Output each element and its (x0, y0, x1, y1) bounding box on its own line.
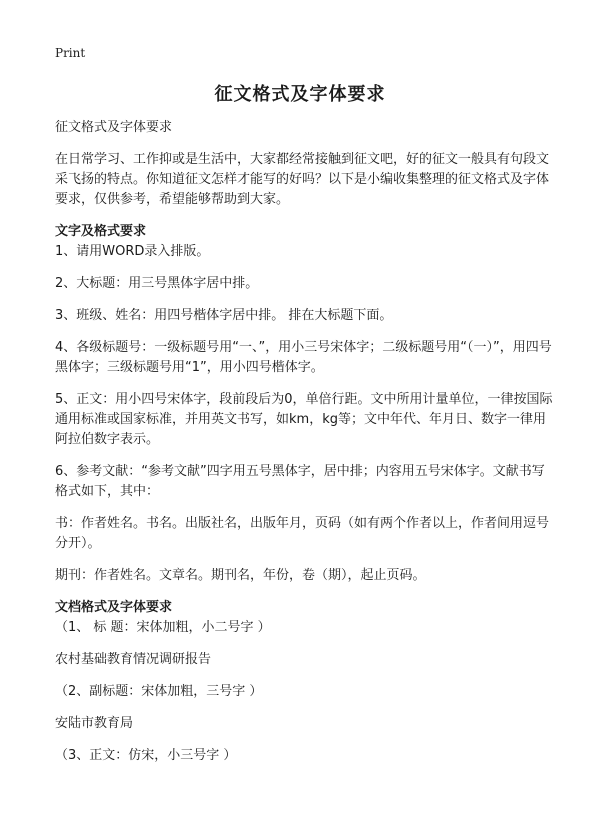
section-heading-text-format: 文字及格式要求 (55, 224, 147, 239)
list-item: 3、班级、姓名：用四号楷体字居中排。 排在大标题下面。 (55, 308, 393, 323)
list-item: 期刊：作者姓名。文章名。期刊名，年份，卷（期），起止页码。 (55, 568, 426, 583)
list-item: （2、副标题：宋体加粗，三号字 ） (55, 684, 263, 699)
list-item: （1、 标 题：宋体加粗，小二号字 ） (55, 620, 271, 635)
document-body (55, 118, 553, 778)
intro-paragraph: 在日常学习、工作抑或是生活中，大家都经常接触到征文吧，好的征文一般具有句段文采飞扬的特点。你知道征文怎样才能写的好吗？以下是小编收集整理的征文格式及字体要求，仅供参考，希望能够帮助到大家。 (55, 152, 550, 207)
list-item: 6、参考文献：“参考文献”四字用五号黑体字，居中排；内容用五号宋体字。文献书写格式如下，其中： (55, 464, 545, 499)
list-item: 安陆市教育局 (55, 716, 134, 731)
list-item: 5、正文：用小四号宋体字，段前段后为0，单倍行距。文中所用计量单位，一律按国际通用标准或国家标准，并用英文书写，如km，kg等；文中年代、年月日、数字一律用阿拉伯数字表示。 (55, 392, 553, 447)
document-title: 征文格式及字体要求 (214, 84, 386, 105)
list-item: 2、大标题：用三号黑体字居中排。 (55, 276, 259, 291)
list-item: 书：作者姓名。书名。出版社名，出版年月，页码（如有两个作者以上，作者间用逗号分开）。 (55, 516, 550, 551)
list-item: 农村基础教育情况调研报告 (55, 652, 212, 667)
print-link[interactable]: Print (55, 46, 86, 60)
document-subtitle: 征文格式及字体要求 (55, 120, 173, 135)
list-item: 4、各级标题号：一级标题号用“一、”，用小三号宋体字；二级标题号用“（一）”，用四号黑体字；三级标题号用“1”，用小四号楷体字。 (55, 340, 552, 375)
section-heading-document-format: 文档格式及字体要求 (55, 600, 173, 615)
list-item: 1、请用WORD录入排版。 (55, 244, 210, 259)
list-item: （3、正文：仿宋，小三号字 ） (55, 748, 237, 763)
